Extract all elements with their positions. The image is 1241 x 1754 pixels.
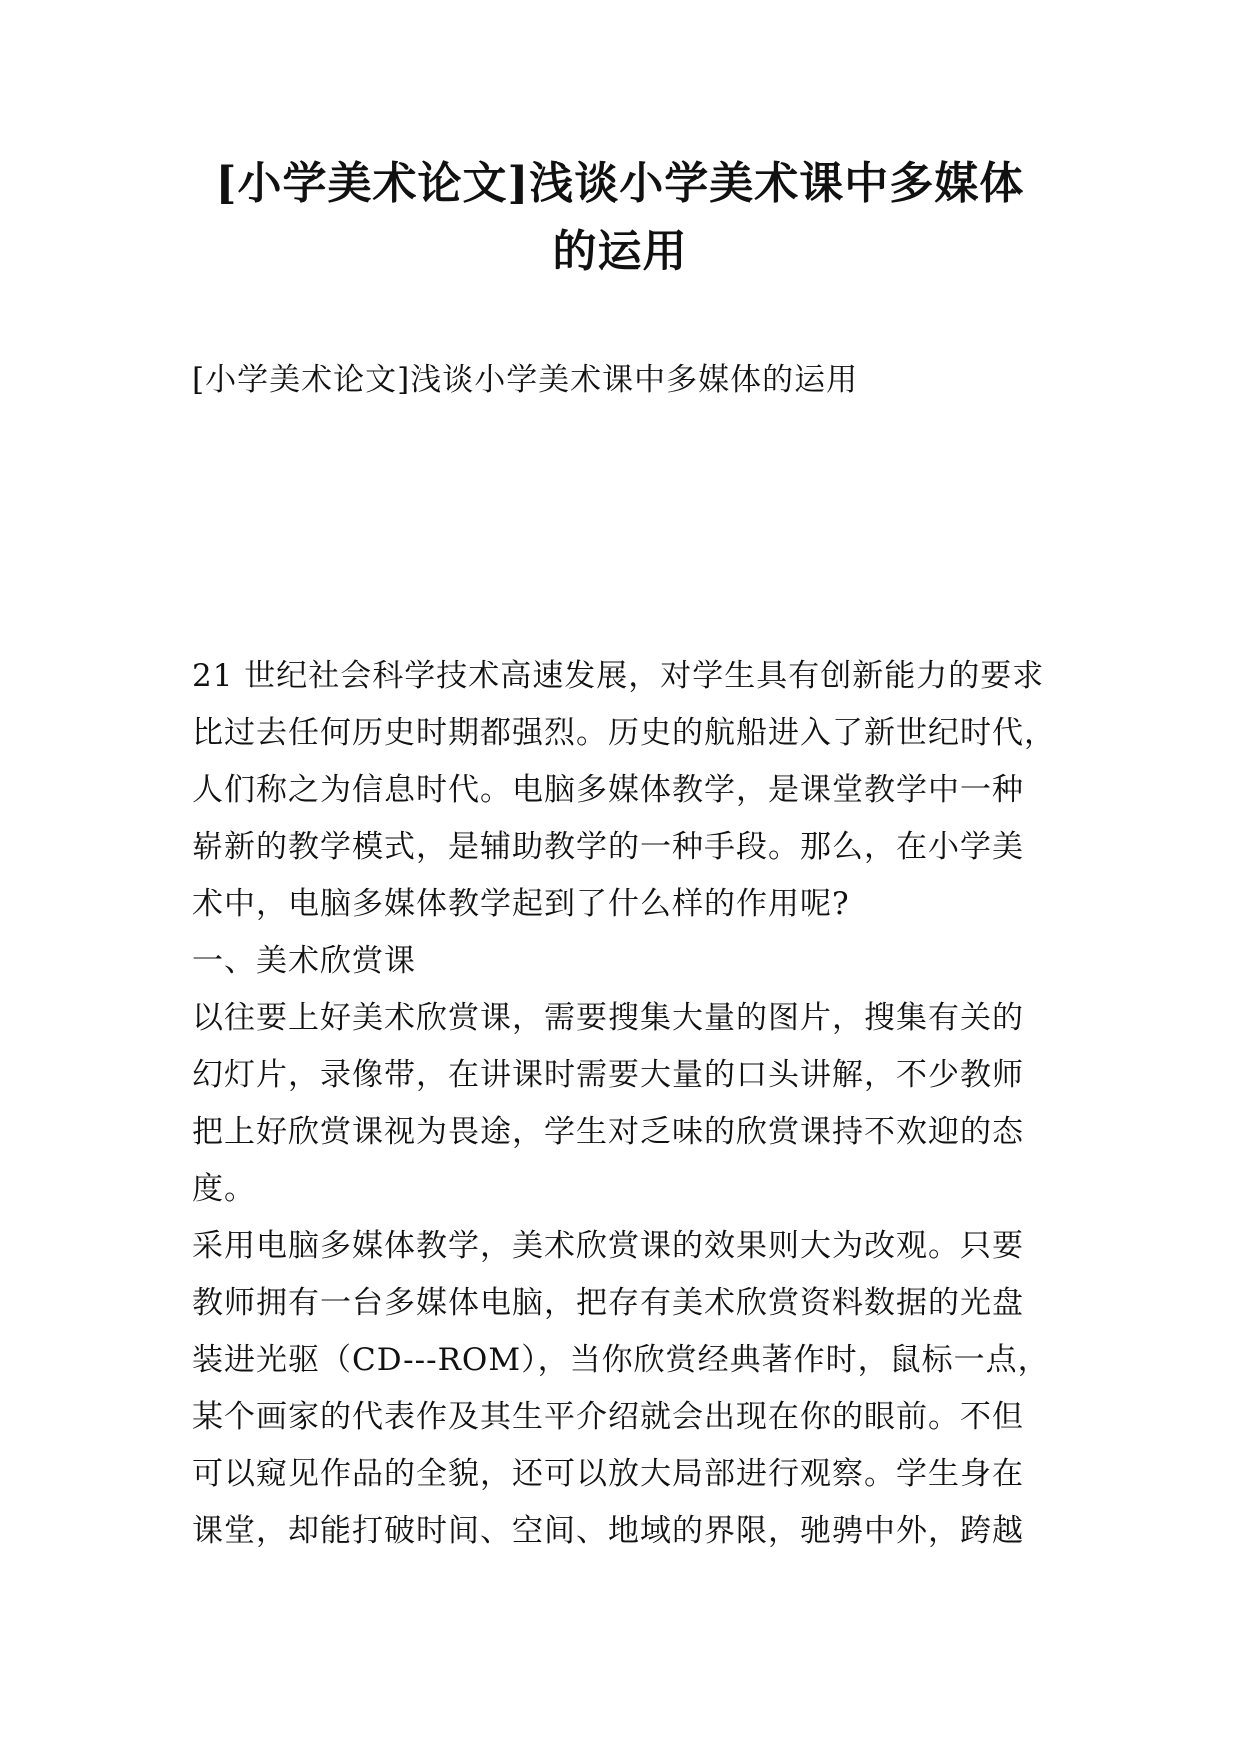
body-line: 课堂，却能打破时间、空间、地域的界限，驰骋中外，跨越 — [192, 1513, 1024, 1549]
section-heading: 一、美术欣赏课 — [192, 943, 416, 979]
body-line: 幻灯片，录像带，在讲课时需要大量的口头讲解，不少教师 — [192, 1057, 1024, 1093]
body-line: 21 世纪社会科学技术高速发展，对学生具有创新能力的要求 — [192, 658, 1045, 694]
body-line: 装进光驱（CD---ROM），当你欣赏经典著作时，鼠标一点， — [192, 1342, 1050, 1378]
document-title — [160, 150, 1080, 286]
body-line: 术中，电脑多媒体教学起到了什么样的作用呢? — [192, 886, 850, 922]
body-line: 以往要上好美术欣赏课，需要搜集大量的图片，搜集有关的 — [192, 1000, 1024, 1036]
body-line: 可以窥见作品的全貌，还可以放大局部进行观察。学生身在 — [192, 1456, 1024, 1492]
body-line: 度。 — [192, 1171, 256, 1207]
body-line: 崭新的教学模式，是辅助教学的一种手段。那么，在小学美 — [192, 829, 1024, 865]
body-line: 教师拥有一台多媒体电脑，把存有美术欣赏资料数据的光盘 — [192, 1285, 1024, 1321]
body-line: 把上好欣赏课视为畏途，学生对乏味的欣赏课持不欢迎的态 — [192, 1114, 1024, 1150]
title-line-2: 的运用 — [552, 226, 688, 277]
body-text — [192, 648, 1056, 1560]
document-subtitle: [小学美术论文]浅谈小学美术课中多媒体的运用 — [192, 362, 859, 398]
title-line-1: [小学美术论文]浅谈小学美术课中多媒体 — [215, 158, 1025, 209]
body-line: 人们称之为信息时代。电脑多媒体教学，是课堂教学中一种 — [192, 772, 1024, 808]
body-line: 采用电脑多媒体教学，美术欣赏课的效果则大为改观。只要 — [192, 1228, 1024, 1264]
body-line: 某个画家的代表作及其生平介绍就会出现在你的眼前。不但 — [192, 1399, 1024, 1435]
body-line: 比过去任何历史时期都强烈。历史的航船进入了新世纪时代， — [192, 715, 1056, 751]
